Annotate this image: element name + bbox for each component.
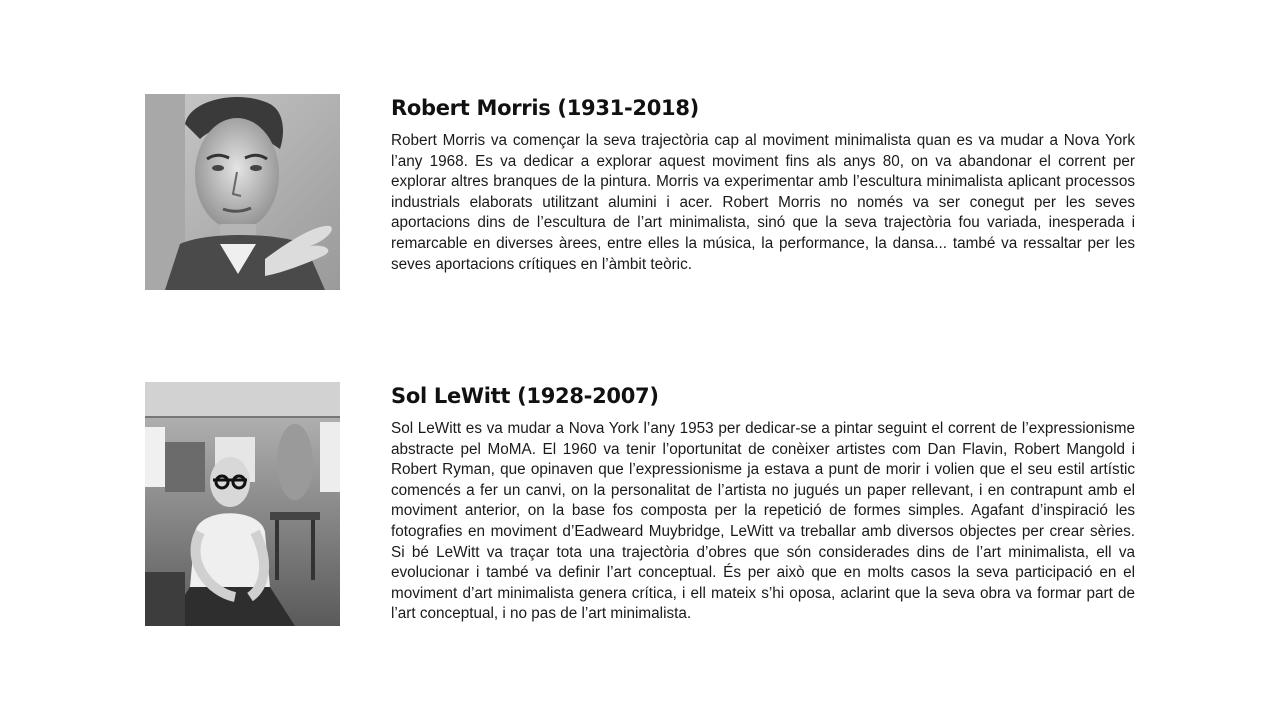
robert-morris-photo: [145, 94, 340, 290]
robert-morris-text: [391, 94, 1135, 275]
robert-morris-portrait-image: [145, 94, 340, 290]
artist-bio: Robert Morris va començar la seva trajectòria cap al moviment minimalista quan es va mudar a Nova York l’any 1968. Es va dedicar a explorar aquest moviment fins als anys 80, on va abandonar el corrent per explorar altres branques de la pintura. Morris va experimentar amb l’escultura minimalista aplicant processos industrials elaborats utilitzant alumini i acer. Robert Morris no només va ser conegut per les seves aportacions dins de l’escultura de l’art minimalista, sinó que la seva trajectòria fou variada, inesperada i remarcable en diverses àrees, entre elles la música, la performance, la dansa... també va ressaltar per les seves aportacions crítiques en l’àmbit teòric.: [391, 132, 1135, 273]
artist-name: Robert Morris (1931-2018): [391, 96, 699, 120]
sol-lewitt-photo: [145, 382, 340, 626]
artist-name: Sol LeWitt (1928-2007): [391, 384, 659, 408]
sol-lewitt-studio-image: [145, 382, 340, 626]
sol-lewitt-text: [391, 382, 1135, 625]
artist-bio: Sol LeWitt es va mudar a Nova York l’any 1953 per dedicar-se a pintar seguint el corrent de l’expressionisme abstracte pel MoMA. El 1960 va tenir l’oportunitat de conèixer artistes com Dan Flavin, Robert Mangold i Robert Ryman, que opinaven que l’expressionisme ja estava a punt de morir i volien que el seu estil artístic comencés a fer un canvi, on la personalitat de l’artista no jugués un paper rellevant, i en contrapunt amb el moviment anterior, on la base fos composta per la repetició de formes simples. Agafant d’inspiració les fotografies en moviment d’Eadweard Muybridge, LeWitt va treballar amb diversos objectes per crear sèries. Si bé LeWitt va traçar tota una trajectòria d’obres que són considerades dins de l’art minimalista, ell va evolucionar i també va definir l’art conceptual. És per això que en molts casos la seva participació en el moviment d’art minimalista genera crítica, i ell mateix s’hi oposa, aclarint que la seva obra va formar part de l’art conceptual, i no pas de l’art minimalista.: [391, 420, 1135, 623]
